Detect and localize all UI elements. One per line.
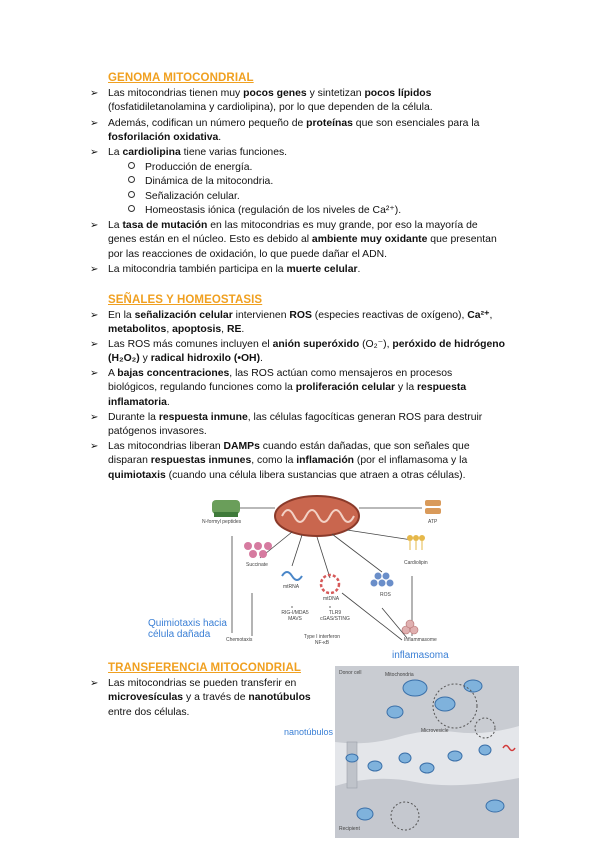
bullet-text: A bajas concentraciones, las ROS actúan como mensajeros en procesos biológicos, regulando funciones como la proliferación celular y la respuesta inflamatoria.: [108, 368, 467, 408]
arrow-bullet-icon: ➢: [90, 118, 99, 129]
transfer-diagram: [335, 666, 519, 838]
bullet-text: En la señalización celular intervienen ROS (especies reactivas de oxígeno), Ca²⁺, metabolitos, apoptosis, RE.: [108, 310, 493, 336]
heading-senales-homeostasis: SEÑALES Y HOMEOSTASIS: [108, 294, 263, 306]
bullet-text: Las mitocondrias liberan DAMPs cuando están dañadas, que son señales que disparan respuestas inmunes, como la inflamación (por el inflamasoma y la quimiotaxis (cuando una célula libera sustancias que atraen a otras células).: [108, 441, 470, 481]
label-donor-cell: Donor cell: [339, 670, 362, 676]
arrow-bullet-icon: ➢: [90, 441, 99, 452]
label-chemotaxis: Chemotaxis: [226, 637, 253, 643]
arrow-bullet-icon: ➢: [90, 264, 99, 275]
overlay-inflamasoma: inflamasoma: [392, 650, 449, 661]
arrow-bullet-icon: ➢: [90, 412, 99, 423]
label-succinate: Succinate: [246, 562, 268, 568]
bullet-text: Las ROS más comunes incluyen el anión superóxido (O₂⁻), peróxido de hidrógeno (H₂O₂) y radical hidroxilo (•OH).: [108, 339, 505, 365]
bullet-senales-1: [90, 309, 530, 338]
overlay-nanotubulos: nanotúbulos: [284, 727, 334, 737]
transfer-figure: [335, 666, 519, 838]
bullet-text: Durante la respuesta inmune, las células fagocíticas generan ROS para destruir patógenos invasores.: [108, 412, 483, 438]
sub-bullet: Homeostasis iónica (regulación de los niveles de Ca²⁺).: [128, 204, 401, 218]
label-ros: ROS: [380, 592, 391, 598]
arrow-bullet-icon: ➢: [90, 147, 99, 158]
arrow-bullet-icon: ➢: [90, 678, 99, 689]
label-microvesicle: Microvesicle: [421, 728, 449, 734]
sub-bullet: Producción de energía.: [128, 161, 252, 175]
bullet-genoma-1: [90, 87, 530, 116]
circle-bullet-icon: [128, 205, 135, 212]
label-mtdna: mtDNA: [323, 596, 340, 602]
overlay-quimiotaxis: Quimiotaxis hacia célula dañada: [148, 618, 227, 640]
bullet-genoma-2: [90, 117, 530, 146]
bullet-genoma-5: [90, 263, 530, 277]
bullet-text: Además, codifican un número pequeño de proteínas que son esenciales para la fosforilación oxidativa.: [108, 118, 480, 144]
arrow-bullet-icon: ➢: [90, 368, 99, 379]
bullet-text: Las mitocondrias tienen muy pocos genes y sintetizan pocos lípidos (fosfatidiletanolamina y cardiolipina), por lo que dependen de la célula.: [108, 88, 433, 114]
bullet-genoma-3: [90, 146, 530, 160]
sub-bullet: Dinámica de la mitocondria.: [128, 175, 273, 189]
label-rig: RIG-I/MDA5 MAVS: [281, 610, 309, 622]
bullet-senales-4: [90, 411, 530, 440]
bullet-text: La tasa de mutación en las mitocondrias es muy grande, por eso la mayoría de genes están en el núcleo. Esto es debido al ambiente muy oxidante que presentan por las reacciones de oxidación, lo que puede dañar el ADN.: [108, 220, 497, 260]
label-nformyl: N-formyl peptides: [202, 519, 242, 525]
label-cardiolipin: Cardiolipin: [404, 560, 428, 566]
label-atp: ATP: [428, 519, 438, 525]
label-inflammasome: Inflammasome: [404, 637, 437, 643]
bullet-text: La cardiolipina tiene varias funciones.: [108, 147, 288, 158]
bullet-genoma-4: [90, 219, 530, 262]
bullet-text: La mitocondria también participa en la muerte celular.: [108, 264, 361, 275]
label-mitochondria: Mitochondria: [385, 672, 414, 678]
sub-bullet: Señalización celular.: [128, 190, 240, 204]
label-mtrna: mtRNA: [283, 584, 300, 590]
circle-bullet-icon: [128, 176, 135, 183]
arrow-bullet-icon: ➢: [90, 88, 99, 99]
label-type1-interferon: Type I interferon NF-κB: [303, 634, 341, 646]
bullet-senales-2: [90, 338, 530, 367]
arrow-bullet-icon: ➢: [90, 220, 99, 231]
bullet-text: Las mitocondrias se pueden transferir en microvesículas y a través de nanotúbulos entre dos células.: [108, 678, 311, 718]
arrow-bullet-icon: ➢: [90, 310, 99, 321]
label-recipient: Recipient: [339, 826, 360, 832]
heading-genoma-mitocondrial: GENOMA MITOCONDRIAL: [108, 72, 254, 84]
circle-bullet-icon: [128, 162, 135, 169]
circle-bullet-icon: [128, 191, 135, 198]
heading-transferencia-mitocondrial: TRANSFERENCIA MITOCONDRIAL: [108, 662, 301, 674]
arrow-bullet-icon: ➢: [90, 339, 99, 350]
bullet-senales-5: [90, 440, 530, 483]
bullet-senales-3: [90, 367, 530, 410]
label-tlr9: TLR9 cGAS/STING: [320, 610, 350, 622]
bullet-transferencia-1: [90, 677, 340, 720]
